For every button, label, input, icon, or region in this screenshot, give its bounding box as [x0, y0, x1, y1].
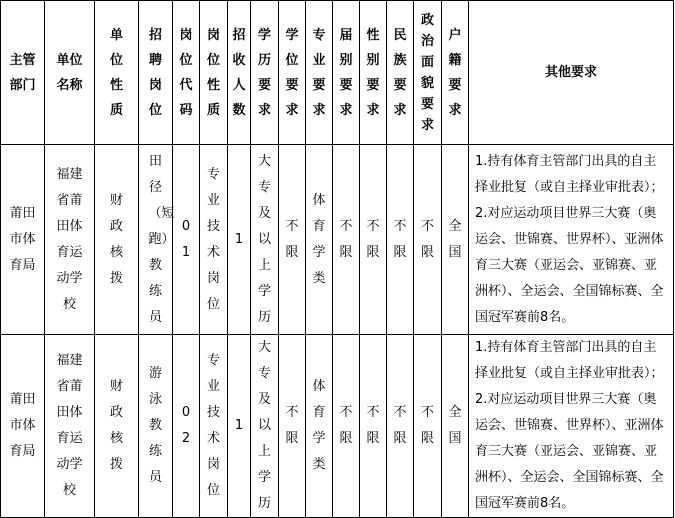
cell-unit: 福建省莆田体育运动学校 — [45, 335, 95, 518]
cell-post: 田径（短跑）教练员 — [139, 145, 173, 335]
header-gender: 性别要求 — [360, 1, 387, 145]
cell-graduation: 不限 — [333, 145, 360, 335]
table-row — [1, 335, 674, 518]
cell-unit: 福建省莆田体育运动学校 — [45, 145, 95, 335]
cell-hukou: 全国 — [442, 145, 469, 335]
header-major: 专业要求 — [306, 1, 333, 145]
cell-code: 01 — [173, 145, 200, 335]
cell-dept: 莆田市体育局 — [1, 335, 45, 518]
cell-ethnicity: 不限 — [387, 145, 414, 335]
header-post-type: 岗位性质 — [200, 1, 228, 145]
header-unit-type: 单位性质 — [95, 1, 139, 145]
header-post: 招聘岗位 — [139, 1, 173, 145]
cell-degree: 不限 — [279, 335, 306, 518]
cell-code: 02 — [173, 335, 200, 518]
cell-dept: 莆田市体育局 — [1, 145, 45, 335]
other-requirement-2: 2.对应运动项目世界三大赛（奥运会、世锦赛、世界杯）、亚洲体育三大赛（亚运会、亚锦赛、亚洲杯）、全运会、全国锦标赛、全国冠军赛前8名。 — [475, 392, 664, 511]
cell-count: 1 — [228, 335, 251, 518]
header-politics: 政治面貌要求 — [414, 1, 442, 145]
header-code: 岗位代码 — [173, 1, 200, 145]
cell-hukou: 全国 — [442, 335, 469, 518]
cell-gender: 不限 — [360, 145, 387, 335]
cell-major: 体育学类 — [306, 335, 333, 518]
cell-unit-type: 财政核拨 — [95, 145, 139, 335]
cell-education: 大专及以上学历 — [251, 145, 279, 335]
header-unit: 单位名称 — [45, 1, 95, 145]
cell-other — [469, 145, 674, 335]
cell-politics: 不限 — [414, 335, 442, 518]
table-row — [1, 145, 674, 335]
cell-politics: 不限 — [414, 145, 442, 335]
other-requirement-2: 2.对应运动项目世界三大赛（奥运会、世锦赛、世界杯）、亚洲体育三大赛（亚运会、亚锦赛、亚洲杯）、全运会、全国锦标赛、全国冠军赛前8名。 — [475, 205, 664, 325]
cell-graduation: 不限 — [333, 335, 360, 518]
cell-post: 游泳教练员 — [139, 335, 173, 518]
cell-gender: 不限 — [360, 335, 387, 518]
header-dept: 主管部门 — [1, 1, 45, 145]
cell-count: 1 — [228, 145, 251, 335]
cell-education: 大专及以上学历 — [251, 335, 279, 518]
header-degree: 学位要求 — [279, 1, 306, 145]
cell-degree: 不限 — [279, 145, 306, 335]
header-graduation: 届别要求 — [333, 1, 360, 145]
cell-major: 体育学类 — [306, 145, 333, 335]
header-education: 学历要求 — [251, 1, 279, 145]
header-row — [1, 1, 674, 145]
cell-ethnicity: 不限 — [387, 335, 414, 518]
other-requirement-1: 1.持有体育主管部门出具的自主择业批复（或自主择业审批表）； — [475, 153, 664, 195]
header-hukou: 户籍要求 — [442, 1, 469, 145]
other-requirement-1: 1.持有体育主管部门出具的自主择业批复（或自主择业审批表）； — [475, 340, 664, 381]
cell-other — [469, 335, 674, 518]
cell-post-type: 专业技术岗位 — [200, 145, 228, 335]
header-ethnicity: 民族要求 — [387, 1, 414, 145]
header-count: 招收人数 — [228, 1, 251, 145]
header-other: 其他要求 — [469, 1, 674, 145]
cell-unit-type: 财政核拨 — [95, 335, 139, 518]
cell-post-type: 专业技术岗位 — [200, 335, 228, 518]
